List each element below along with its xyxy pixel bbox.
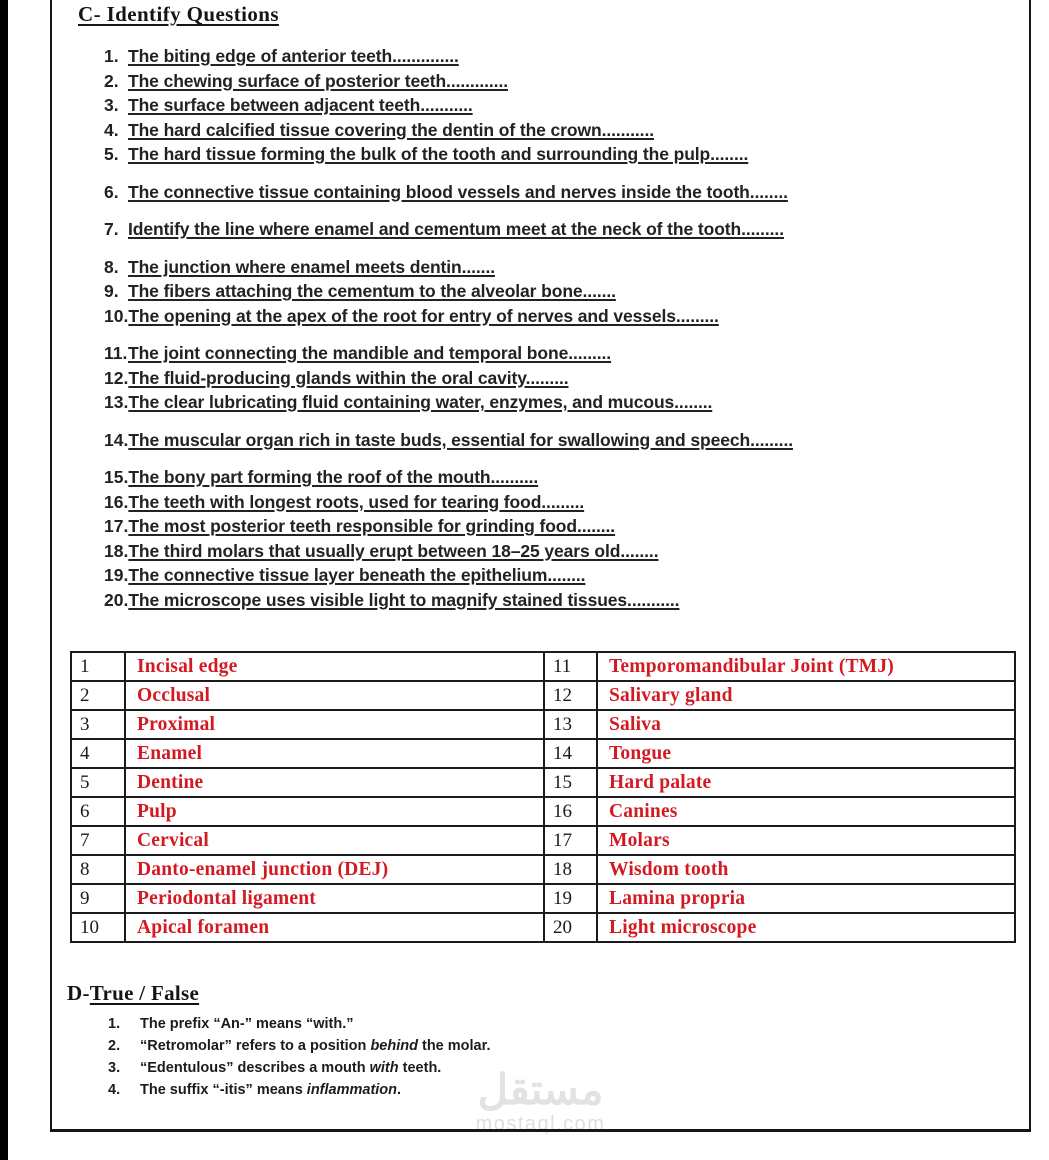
- list-item-number: 1.: [104, 46, 119, 66]
- section-d-title-text: True / False: [89, 981, 200, 1005]
- answer-text-cell: Salivary gland: [597, 681, 1015, 710]
- question-group: [104, 255, 984, 329]
- answer-text-cell: Tongue: [597, 739, 1015, 768]
- true-false-item-text: [140, 1057, 441, 1079]
- list-item-text: The biting edge of anterior teeth..............: [128, 46, 459, 66]
- table-row: [71, 826, 1015, 855]
- answer-text-cell: Apical foramen: [125, 913, 544, 942]
- plain-text: The prefix “An-” means “with.”: [140, 1016, 354, 1032]
- answer-text-cell: Lamina propria: [597, 884, 1015, 913]
- list-item: [104, 428, 984, 453]
- mostaql-logo: مستقل: [477, 1066, 604, 1113]
- list-item-number: 5.: [104, 144, 119, 164]
- list-item-text: The chewing surface of posterior teeth.............: [128, 70, 508, 91]
- section-d-title: [67, 981, 199, 1006]
- plain-text: the molar.: [417, 1038, 491, 1054]
- answer-number-cell: 15: [544, 768, 597, 797]
- answer-number-cell: 10: [71, 913, 125, 942]
- list-item-number: 15.: [104, 467, 129, 487]
- list-item-text: The third molars that usually erupt between 18–25 years old........: [128, 540, 659, 561]
- answers-table-body: [71, 652, 1015, 942]
- answer-text-cell: Proximal: [125, 710, 544, 739]
- true-false-item-number: 2.: [108, 1038, 121, 1054]
- list-item-text: The hard calcified tissue covering the dentin of the crown...........: [128, 119, 654, 140]
- true-false-item-number: 3.: [108, 1060, 121, 1076]
- question-group: [104, 217, 984, 242]
- list-item-number: 3.: [104, 95, 119, 115]
- mostaql-domain: mostaql.com: [475, 1113, 606, 1135]
- answer-number-cell: 20: [544, 913, 597, 942]
- answer-number-cell: 7: [71, 826, 125, 855]
- question-group: [104, 44, 984, 167]
- list-item-text: The connective tissue containing blood vessels and nerves inside the tooth........: [128, 181, 788, 202]
- answer-number-cell: 18: [544, 855, 597, 884]
- answer-number-cell: 5: [71, 768, 125, 797]
- list-item: [104, 465, 984, 490]
- list-item-text: The most posterior teeth responsible for grinding food........: [128, 516, 616, 536]
- true-false-item-text: [140, 1079, 401, 1101]
- list-item: [104, 390, 984, 415]
- table-row: [71, 652, 1015, 681]
- answer-number-cell: 2: [71, 681, 125, 710]
- answer-number-cell: 19: [544, 884, 597, 913]
- italic-word: inflammation: [306, 1082, 398, 1098]
- list-item: [104, 490, 984, 515]
- answer-number-cell: 9: [71, 884, 125, 913]
- list-item-text: The microscope uses visible light to magnify stained tissues...........: [128, 589, 680, 610]
- answer-text-cell: Enamel: [125, 739, 544, 768]
- list-item-number: 19.: [104, 565, 129, 585]
- table-row: [71, 681, 1015, 710]
- list-item: [104, 142, 984, 167]
- list-item: [104, 279, 984, 304]
- list-item-text: The fluid-producing glands within the oral cavity.........: [128, 367, 569, 388]
- section-c-title: C- Identify Questions: [78, 2, 279, 26]
- answer-text-cell: Temporomandibular Joint (TMJ): [597, 652, 1015, 681]
- italic-word: with: [369, 1060, 399, 1076]
- table-row: [71, 768, 1015, 797]
- list-item-number: 8.: [104, 256, 119, 277]
- answer-text-cell: Incisal edge: [125, 652, 544, 681]
- true-false-item-number: 4.: [108, 1082, 121, 1098]
- answer-number-cell: 12: [544, 681, 597, 710]
- identify-questions-list: [104, 44, 984, 612]
- answer-text-cell: Canines: [597, 797, 1015, 826]
- list-item-text: Identify the line where enamel and cementum meet at the neck of the tooth.........: [128, 219, 784, 239]
- list-item: [104, 588, 984, 613]
- true-false-item-text: [140, 1013, 354, 1035]
- list-item-text: The muscular organ rich in taste buds, essential for swallowing and speech.........: [128, 429, 793, 450]
- answer-text-cell: Light microscope: [597, 913, 1015, 942]
- question-group: [104, 428, 984, 453]
- list-item: [104, 93, 984, 118]
- list-item-text: The teeth with longest roots, used for tearing food.........: [128, 491, 585, 512]
- answer-number-cell: 13: [544, 710, 597, 739]
- list-item-number: 13.: [104, 392, 129, 412]
- answer-number-cell: 14: [544, 739, 597, 768]
- plain-text: teeth.: [398, 1060, 442, 1076]
- true-false-item-text: [140, 1035, 491, 1057]
- table-row: [71, 884, 1015, 913]
- list-item-text: The connective tissue layer beneath the epithelium........: [128, 565, 586, 585]
- true-false-item: [108, 1035, 708, 1057]
- list-item: [104, 44, 984, 69]
- list-item-text: The surface between adjacent teeth...........: [128, 95, 473, 115]
- list-item: [104, 180, 984, 205]
- answer-number-cell: 3: [71, 710, 125, 739]
- plain-text: “Retromolar” refers to a position: [140, 1038, 371, 1054]
- answer-text-cell: Occlusal: [125, 681, 544, 710]
- answer-text-cell: Pulp: [125, 797, 544, 826]
- true-false-item: [108, 1013, 708, 1035]
- answer-number-cell: 8: [71, 855, 125, 884]
- answer-text-cell: Dentine: [125, 768, 544, 797]
- table-row: [71, 797, 1015, 826]
- answer-number-cell: 4: [71, 739, 125, 768]
- list-item-number: 10.: [104, 305, 129, 326]
- section-d-title-prefix: D-: [67, 981, 90, 1005]
- list-item-number: 9.: [104, 281, 119, 301]
- list-item-number: 18.: [104, 540, 129, 561]
- table-row: [71, 913, 1015, 942]
- list-item-text: The joint connecting the mandible and temporal bone.........: [128, 343, 612, 363]
- answer-number-cell: 11: [544, 652, 597, 681]
- question-group: [104, 180, 984, 205]
- list-item-text: The hard tissue forming the bulk of the tooth and surrounding the pulp........: [128, 144, 749, 164]
- list-item-number: 16.: [104, 491, 129, 512]
- answer-number-cell: 17: [544, 826, 597, 855]
- list-item: [104, 118, 984, 143]
- list-item: [104, 255, 984, 280]
- table-row: [71, 739, 1015, 768]
- answer-number-cell: 6: [71, 797, 125, 826]
- table-row: [71, 710, 1015, 739]
- list-item-number: 6.: [104, 181, 119, 202]
- table-row: [71, 855, 1015, 884]
- answer-text-cell: Saliva: [597, 710, 1015, 739]
- answer-text-cell: Wisdom tooth: [597, 855, 1015, 884]
- list-item: [104, 539, 984, 564]
- answer-text-cell: Cervical: [125, 826, 544, 855]
- answers-table: [70, 651, 1016, 943]
- list-item: [104, 366, 984, 391]
- list-item-number: 7.: [104, 219, 119, 239]
- list-item: [104, 563, 984, 588]
- list-item-text: The opening at the apex of the root for entry of nerves and vessels.........: [128, 305, 719, 326]
- list-item-text: The clear lubricating fluid containing water, enzymes, and mucous........: [128, 392, 713, 412]
- list-item: [104, 514, 984, 539]
- list-item-text: The fibers attaching the cementum to the alveolar bone.......: [128, 281, 616, 301]
- list-item: [104, 217, 984, 242]
- list-item: [104, 341, 984, 366]
- list-item-number: 4.: [104, 119, 119, 140]
- answer-number-cell: 1: [71, 652, 125, 681]
- list-item-number: 11.: [104, 343, 128, 363]
- true-false-item-number: 1.: [108, 1016, 121, 1032]
- list-item-text: The junction where enamel meets dentin.......: [128, 256, 495, 277]
- list-item: [104, 69, 984, 94]
- list-item-number: 2.: [104, 70, 119, 91]
- list-item-text: The bony part forming the roof of the mouth..........: [128, 467, 539, 487]
- question-group: [104, 465, 984, 612]
- answer-text-cell: Molars: [597, 826, 1015, 855]
- list-item: [104, 304, 984, 329]
- answer-text-cell: Hard palate: [597, 768, 1015, 797]
- question-group: [104, 341, 984, 415]
- watermark: [448, 1066, 633, 1134]
- list-item-number: 20.: [104, 589, 129, 610]
- left-edge-strip: [0, 0, 8, 1160]
- list-item-number: 12.: [104, 367, 129, 388]
- answer-number-cell: 16: [544, 797, 597, 826]
- plain-text: .: [397, 1082, 402, 1098]
- list-item-number: 17.: [104, 516, 129, 536]
- plain-text: “Edentulous” describes a mouth: [140, 1060, 370, 1076]
- list-item-number: 14.: [104, 429, 129, 450]
- answer-text-cell: Danto-enamel junction (DEJ): [125, 855, 544, 884]
- answer-text-cell: Periodontal ligament: [125, 884, 544, 913]
- italic-word: behind: [370, 1038, 418, 1054]
- plain-text: The suffix “-itis” means: [140, 1082, 307, 1098]
